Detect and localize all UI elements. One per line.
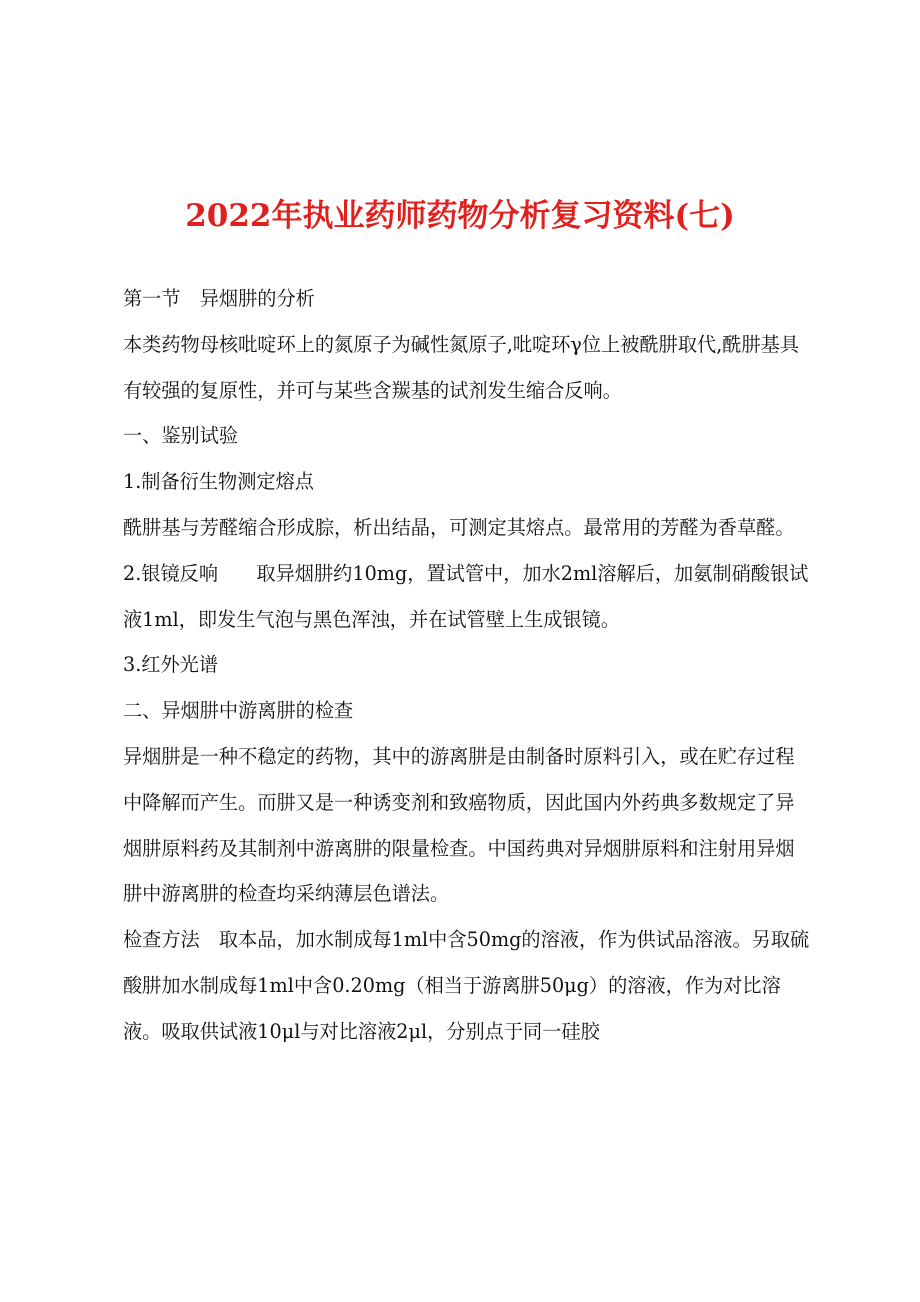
subsection-heading: 3.红外光谱 (123, 653, 219, 677)
section-heading: 一、鉴别试验 (123, 424, 239, 448)
paragraph: 2.银镜反响 取异烟肼约10mg，置试管中，加水2ml溶解后，加氨制硝酸银试液1ml，即发生气泡与黑色浑浊，并在试管壁上生成银镜。 (123, 561, 809, 631)
paragraph: 异烟肼是一种不稳定的药物，其中的游离肼是由制备时原料引入，或在贮存过程中降解而产生。而肼又是一种诱变剂和致癌物质，因此国内外药典多数规定了异烟肼原料药及其制剂中游离肼的限量检查。中国药典对异烟肼原料和注射用异烟肼中游离肼的检查均采纳薄层色谱法。 (123, 744, 795, 906)
paragraph: 酰肼基与芳醛缩合形成腙，析出结晶，可测定其熔点。最常用的芳醛为香草醛。 (123, 515, 795, 539)
section-heading: 第一节 异烟肼的分析 (123, 287, 315, 310)
section-heading: 二、异烟肼中游离肼的检查 (123, 699, 354, 723)
document-body (123, 276, 813, 1055)
document-title: 2022年执业药师药物分析复习资料(七) (185, 198, 735, 234)
paragraph: 本类药物母核吡啶环上的氮原子为碱性氮原子,吡啶环γ位上被酰肼取代,酰肼基具有较强的复原性，并可与某些含羰基的试剂发生缩合反响。 (123, 332, 800, 402)
paragraph: 检查方法 取本品，加水制成每1ml中含50mg的溶液，作为供试品溶液。另取硫酸肼加水制成每1ml中含0.20mg（相当于游离肼50μg）的溶液，作为对比溶液。吸取供试液10μl与对比溶液2μl，分别点于同一硅胶 (123, 928, 810, 1043)
subsection-heading: 1.制备衍生物测定熔点 (123, 470, 314, 494)
